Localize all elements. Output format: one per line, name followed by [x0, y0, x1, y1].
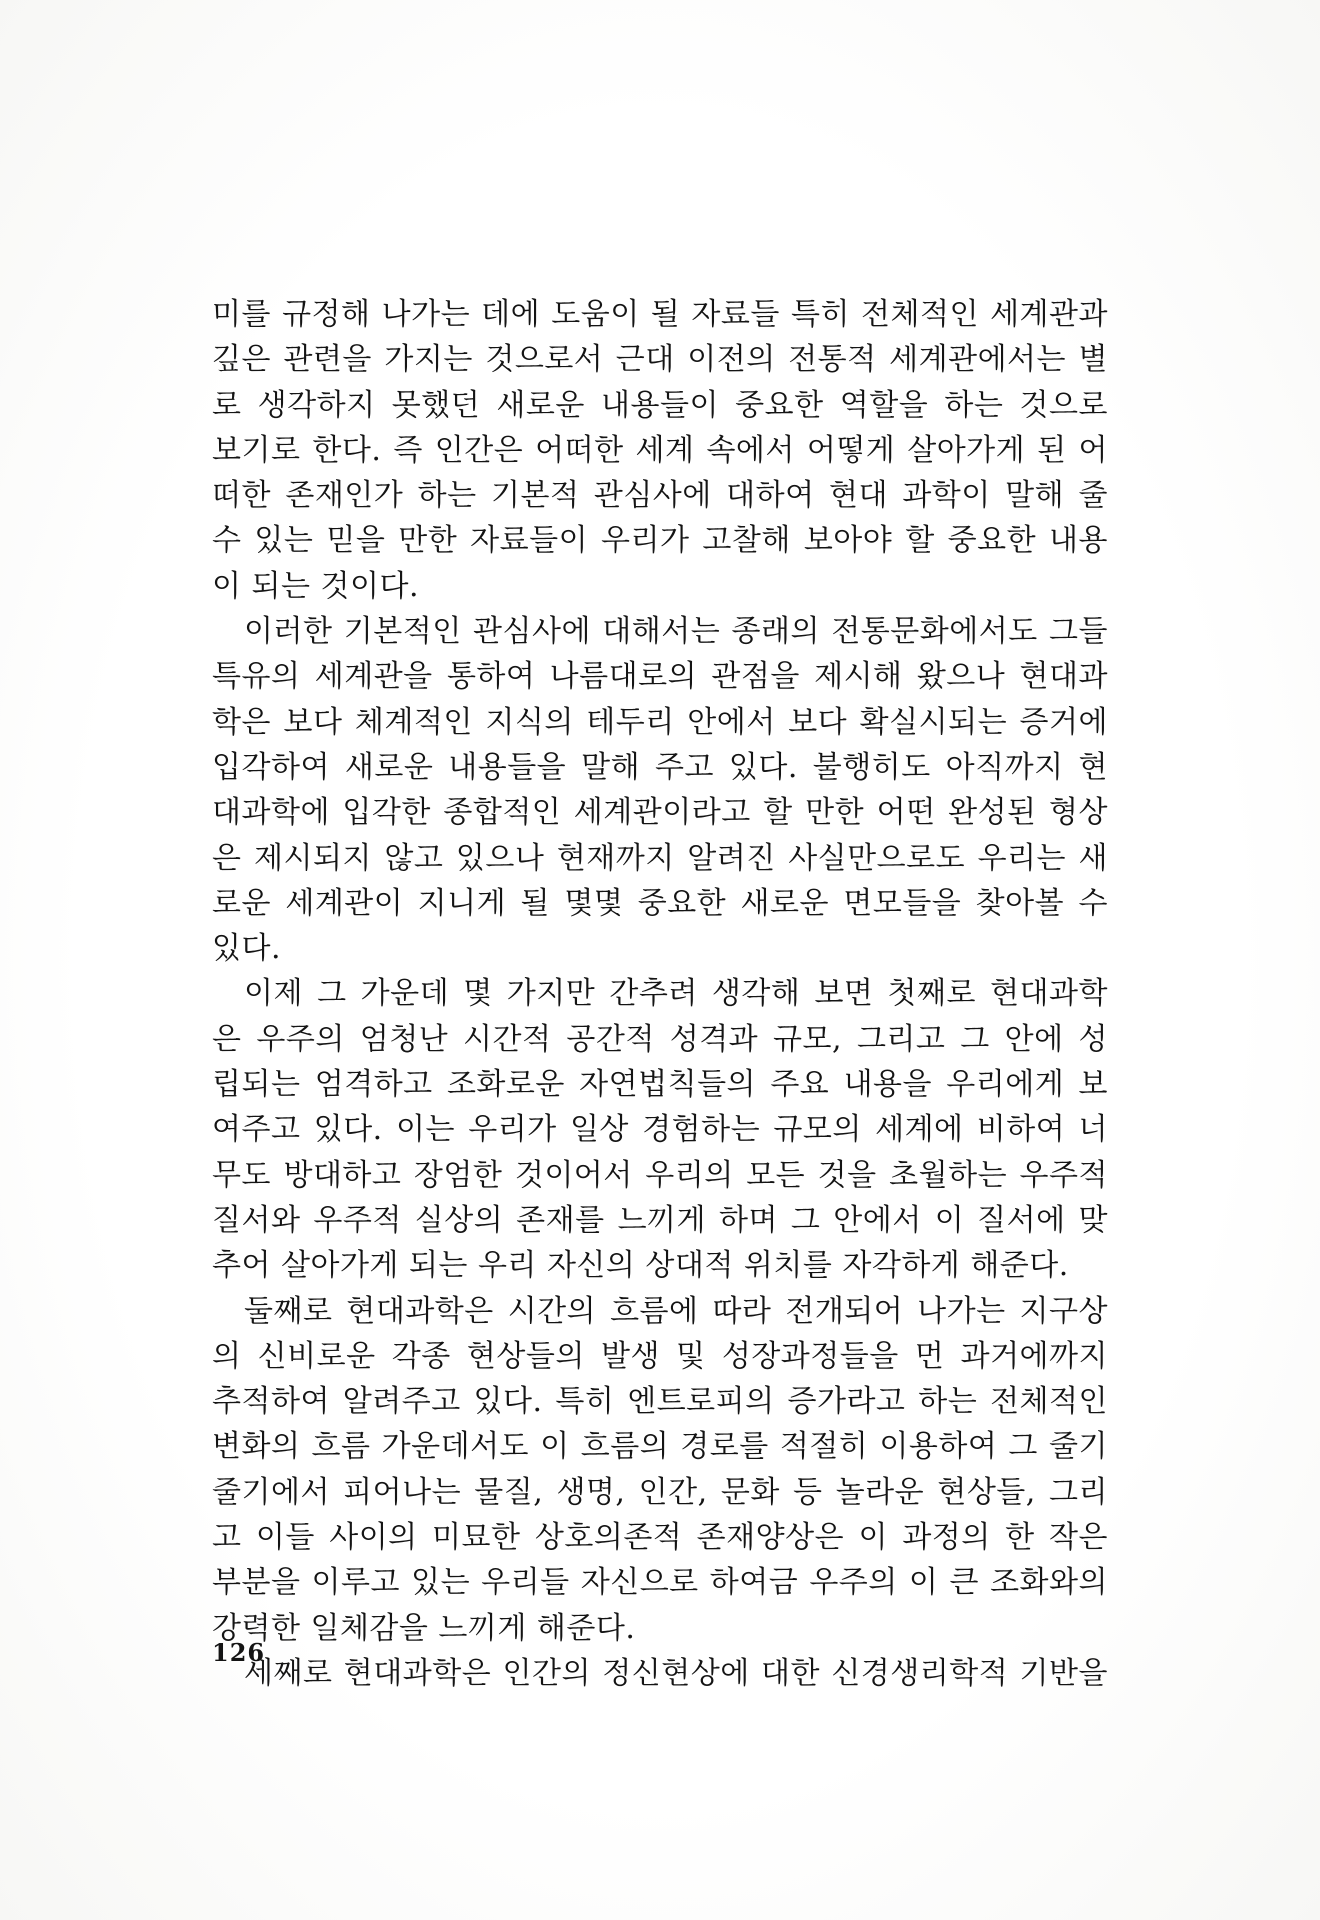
text-line: 수 있는 믿을 만한 자료들이 우리가 고찰해 보아야 할 중요한 내용	[212, 523, 1108, 559]
paragraph-start-line: 이제 그 가운데 몇 가지만 간추려 생각해 보면 첫째로 현대과학	[244, 976, 1108, 1012]
text-line: 보기로 한다. 즉 인간은 어떠한 세계 속에서 어떻게 살아가게 된 어	[212, 432, 1108, 468]
text-line: 은 우주의 엄청난 시간적 공간적 성격과 규모, 그리고 그 안에 성	[212, 1021, 1108, 1057]
text-line: 강력한 일체감을 느끼게 해준다.	[212, 1610, 636, 1646]
text-line: 미를 규정해 나가는 데에 도움이 될 자료들 특히 전체적인 세계관과	[212, 297, 1108, 332]
text-line: 립되는 엄격하고 조화로운 자연법칙들의 주요 내용을 우리에게 보	[212, 1067, 1108, 1103]
text-line: 이 되는 것이다.	[212, 568, 419, 604]
paragraph-start-line: 세째로 현대과학은 인간의 정신현상에 대한 신경생리학적 기반을	[244, 1655, 1108, 1691]
body-text	[212, 292, 1108, 1696]
text-line: 있다.	[212, 931, 281, 967]
text-line: 무도 방대하고 장엄한 것이어서 우리의 모든 것을 초월하는 우주적	[212, 1157, 1108, 1193]
text-line: 의 신비로운 각종 현상들의 발생 및 성장과정들을 먼 과거에까지	[212, 1338, 1108, 1374]
text-line: 고 이들 사이의 미묘한 상호의존적 존재양상은 이 과정의 한 작은	[212, 1520, 1108, 1556]
text-line: 로 생각하지 못했던 새로운 내용들이 중요한 역할을 하는 것으로	[212, 387, 1108, 423]
text-line: 추어 살아가게 되는 우리 자신의 상대적 위치를 자각하게 해준다.	[212, 1248, 1069, 1284]
text-line: 입각하여 새로운 내용들을 말해 주고 있다. 불행히도 아직까지 현	[212, 749, 1108, 785]
text-line: 여주고 있다. 이는 우리가 일상 경험하는 규모의 세계에 비하여 너	[212, 1112, 1108, 1148]
paragraph-start-line: 둘째로 현대과학은 시간의 흐름에 따라 전개되어 나가는 지구상	[244, 1293, 1108, 1329]
text-line: 은 제시되지 않고 있으나 현재까지 알려진 사실만으로도 우리는 새	[212, 840, 1108, 876]
text-line: 변화의 흐름 가운데서도 이 흐름의 경로를 적절히 이용하여 그 줄기	[212, 1429, 1108, 1465]
paragraph-start-line: 이러한 기본적인 관심사에 대해서는 종래의 전통문화에서도 그들	[244, 614, 1108, 650]
text-line: 학은 보다 체계적인 지식의 테두리 안에서 보다 확실시되는 증거에	[212, 704, 1108, 740]
text-line: 떠한 존재인가 하는 기본적 관심사에 대하여 현대 과학이 말해 줄	[212, 478, 1108, 514]
text-line: 추적하여 알려주고 있다. 특히 엔트로피의 증가라고 하는 전체적인	[212, 1384, 1108, 1420]
text-line: 로운 세계관이 지니게 될 몇몇 중요한 새로운 면모들을 찾아볼 수	[212, 885, 1108, 921]
text-line: 부분을 이루고 있는 우리들 자신으로 하여금 우주의 이 큰 조화와의	[212, 1565, 1108, 1601]
text-line: 줄기에서 피어나는 물질, 생명, 인간, 문화 등 놀라운 현상들, 그리	[212, 1474, 1108, 1510]
page-number: 126	[212, 1638, 266, 1667]
text-line: 깊은 관련을 가지는 것으로서 근대 이전의 전통적 세계관에서는 별	[212, 342, 1108, 378]
text-line: 특유의 세계관을 통하여 나름대로의 관점을 제시해 왔으나 현대과	[212, 659, 1108, 695]
text-line: 대과학에 입각한 종합적인 세계관이라고 할 만한 어떤 완성된 형상	[212, 795, 1108, 831]
text-line: 질서와 우주적 실상의 존재를 느끼게 하며 그 안에서 이 질서에 맞	[212, 1202, 1108, 1238]
